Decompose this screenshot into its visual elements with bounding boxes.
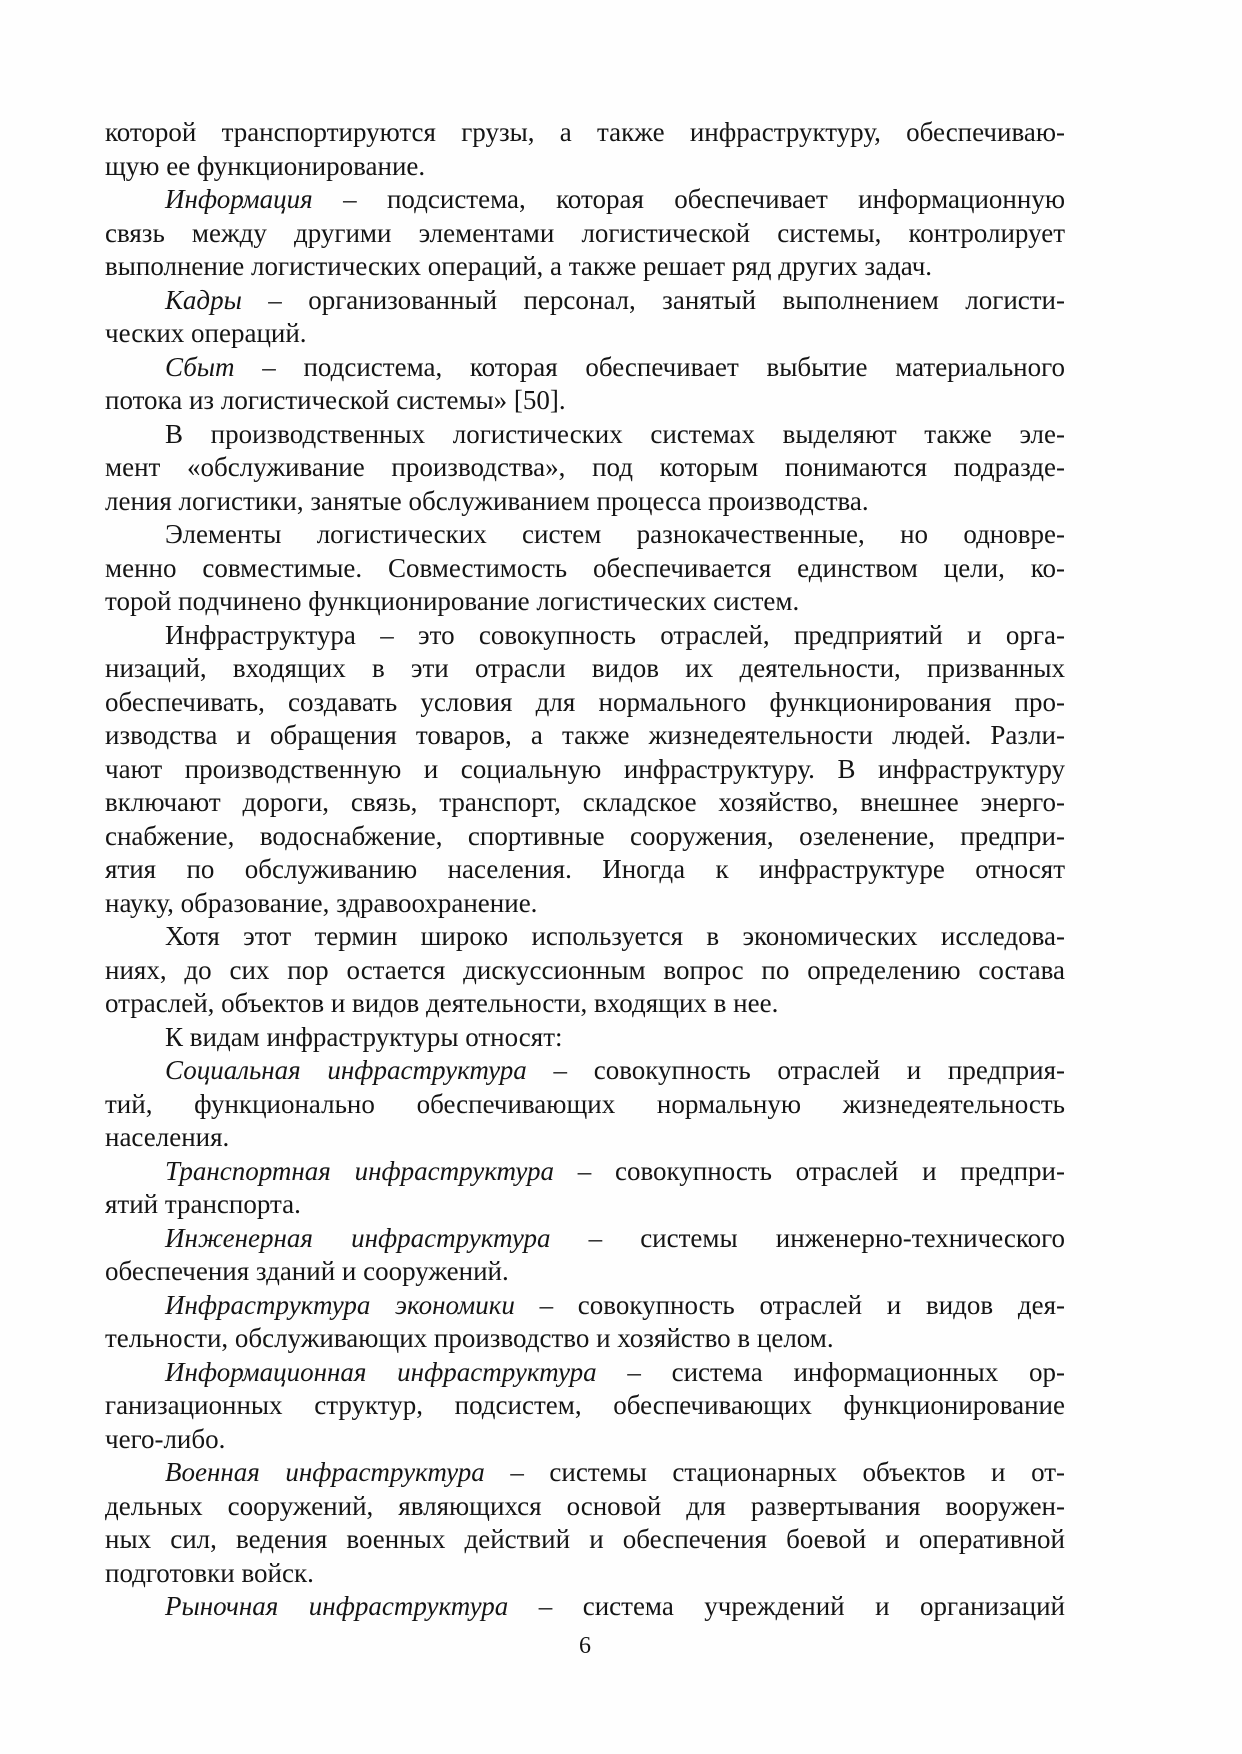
- text-line: [105, 887, 1065, 921]
- text-line: [105, 1021, 1065, 1055]
- text-run: – совокупность отраслей и предприя-: [526, 1055, 1065, 1085]
- text-line: [105, 1322, 1065, 1356]
- text-line: [105, 1088, 1065, 1122]
- term-italic: Информационная инфраструктура: [165, 1356, 597, 1387]
- text-run: – организованный персонал, занятый выполнением логисти-: [241, 284, 1065, 315]
- text-line: [105, 619, 1065, 653]
- text-run: К видам инфраструктуры относят:: [165, 1021, 563, 1052]
- text-run: связь между другими элементами логистической системы, контролирует: [105, 217, 1065, 248]
- text-run: низаций, входящих в эти отрасли видов их деятельности, призванных: [105, 653, 1065, 683]
- text-line: [105, 116, 1065, 150]
- text-run: тельности, обслуживающих производство и хозяйство в целом.: [105, 1323, 834, 1353]
- text-run: тий, функционально обеспечивающих нормальную жизнедеятельность: [105, 1088, 1065, 1119]
- text-run: щую ее функционирование.: [105, 150, 426, 181]
- text-run: подготовки войск.: [105, 1557, 314, 1588]
- text-run: ных сил, ведения военных действий и обеспечения боевой и оперативной: [105, 1524, 1065, 1554]
- text-line: [105, 652, 1065, 686]
- text-line: [105, 1255, 1065, 1289]
- term-italic: Военная инфраструктура: [165, 1457, 485, 1487]
- text-line: [105, 1590, 1065, 1624]
- text-run: – система информационных ор-: [596, 1356, 1065, 1387]
- text-line: [105, 1490, 1065, 1524]
- term-italic: Рыночная инфраструктура: [165, 1591, 509, 1621]
- text-line: [105, 1289, 1065, 1323]
- text-run: – подсистема, которая обеспечивает выбытие материального: [234, 351, 1065, 382]
- text-line: [105, 150, 1065, 184]
- term-italic: Сбыт: [165, 351, 235, 382]
- text-run: снабжение, водоснабжение, спортивные сооружения, озеленение, предпри-: [105, 820, 1065, 851]
- term-italic: Социальная инфраструктура: [165, 1055, 527, 1085]
- paragraphs: [105, 116, 1065, 1624]
- text-line: [105, 853, 1065, 887]
- text-line: [105, 1155, 1065, 1189]
- text-run: обеспечения зданий и сооружений.: [105, 1256, 509, 1286]
- text-line: [105, 485, 1065, 519]
- term-italic: Кадры: [165, 284, 242, 315]
- text-run: – подсистема, которая обеспечивает информационную: [312, 184, 1065, 214]
- text-line: [105, 1456, 1065, 1490]
- text-line: [105, 920, 1065, 954]
- text-line: [105, 786, 1065, 820]
- text-run: Элементы логистических систем разнокачественные, но одновре-: [165, 519, 1065, 549]
- text-line: [105, 1557, 1065, 1591]
- text-run: ческих операций.: [105, 318, 307, 348]
- text-run: Хотя этот термин широко используется в экономических исследова-: [165, 921, 1065, 951]
- text-run: науку, образование, здравоохранение.: [105, 887, 538, 918]
- text-line: [105, 250, 1065, 284]
- text-line: [105, 1054, 1065, 1088]
- term-italic: Инженерная инфраструктура: [165, 1222, 551, 1253]
- text-run: отраслей, объектов и видов деятельности, входящих в нее.: [105, 988, 779, 1018]
- text-line: [105, 518, 1065, 552]
- text-run: чего-либо.: [105, 1423, 226, 1454]
- text-line: [105, 987, 1065, 1021]
- text-line: [105, 719, 1065, 753]
- text-run: ления логистики, занятые обслуживанием процесса производства.: [105, 485, 869, 516]
- page-text: [105, 116, 1065, 1660]
- text-line: [105, 1188, 1065, 1222]
- text-run: ятия по обслуживанию населения. Иногда к инфраструктуре относят: [105, 854, 1065, 884]
- text-run: – совокупность отраслей и предпри-: [553, 1155, 1065, 1186]
- text-line: [105, 686, 1065, 720]
- text-run: чают производственную и социальную инфраструктуру. В инфраструктуру: [105, 753, 1065, 784]
- text-run: торой подчинено функционирование логистических систем.: [105, 586, 800, 616]
- term-italic: Информация: [165, 184, 313, 214]
- text-line: [105, 1389, 1065, 1423]
- text-run: Инфраструктура – это совокупность отраслей, предприятий и орга-: [165, 619, 1065, 650]
- text-run: – система учреждений и организаций: [508, 1591, 1066, 1621]
- text-run: мент «обслуживание производства», под которым понимаются подразде-: [105, 452, 1065, 482]
- text-run: которой транспортируются грузы, а также инфраструктуру, обеспечиваю-: [105, 117, 1065, 147]
- text-line: [105, 418, 1065, 452]
- text-line: [105, 1356, 1065, 1390]
- text-line: [105, 1222, 1065, 1256]
- text-run: – совокупность отраслей и видов дея-: [514, 1289, 1065, 1320]
- text-run: населения.: [105, 1122, 230, 1152]
- text-run: менно совместимые. Совместимость обеспечивается единством цели, ко-: [105, 552, 1065, 583]
- text-run: включают дороги, связь, транспорт, складское хозяйство, внешнее энерго-: [105, 787, 1065, 817]
- text-line: [105, 1121, 1065, 1155]
- term-italic: Инфраструктура экономики: [165, 1289, 515, 1320]
- text-line: [105, 451, 1065, 485]
- text-run: изводства и обращения товаров, а также жизнедеятельности людей. Разли-: [105, 720, 1065, 750]
- text-line: [105, 317, 1065, 351]
- text-run: обеспечивать, создавать условия для нормального функционирования про-: [105, 686, 1065, 717]
- text-run: выполнение логистических операций, а также решает ряд других задач.: [105, 251, 933, 281]
- text-line: [105, 753, 1065, 787]
- term-italic: Транспортная инфраструктура: [165, 1155, 554, 1186]
- text-run: – системы инженерно-технического: [550, 1222, 1065, 1253]
- text-line: [105, 284, 1065, 318]
- text-run: ганизационных структур, подсистем, обеспечивающих функционирование: [105, 1390, 1065, 1420]
- text-run: дельных сооружений, являющихся основой для развертывания вооружен-: [105, 1490, 1065, 1521]
- text-line: [105, 183, 1065, 217]
- text-run: потока из логистической системы» [50].: [105, 385, 566, 415]
- text-line: [105, 384, 1065, 418]
- text-line: [105, 552, 1065, 586]
- text-line: [105, 1523, 1065, 1557]
- text-run: ниях, до сих пор остается дискуссионным вопрос по определению состава: [105, 954, 1065, 985]
- text-line: [105, 1423, 1065, 1457]
- text-line: [105, 820, 1065, 854]
- text-line: [105, 217, 1065, 251]
- text-run: ятий транспорта.: [105, 1189, 301, 1219]
- page-number: 6: [579, 1632, 591, 1659]
- text-line: [105, 351, 1065, 385]
- text-line: [105, 585, 1065, 619]
- text-run: В производственных логистических системах выделяют также эле-: [165, 418, 1065, 449]
- text-run: – системы стационарных объектов и от-: [484, 1457, 1066, 1487]
- text-line: [105, 954, 1065, 988]
